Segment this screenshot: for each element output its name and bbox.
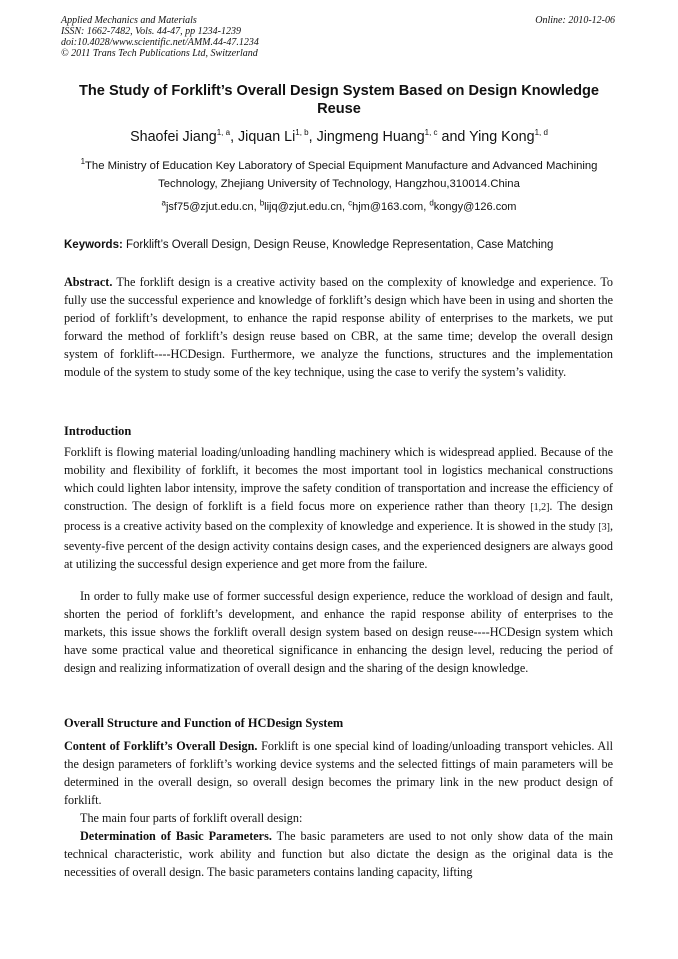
author-conjunction: and <box>437 129 470 145</box>
content-text: Forklift is one special kind of loading/unloading transport vehicles. All the design parameters of forklift’s working device systems and the selected fittings of main parameters will be determined in the overall design, so overall design becomes the primary link in the new product design of forklift. <box>64 739 614 807</box>
author-list <box>62 128 616 146</box>
copyright-line: © 2011 Trans Tech Publications Ltd, Switzerland <box>61 48 258 59</box>
abstract <box>64 273 613 381</box>
author-name: Jiquan Li <box>238 129 296 145</box>
content-label: Content of Forklift’s Overall Design. <box>64 739 258 753</box>
author-name: Ying Kong <box>469 129 535 145</box>
email-list <box>62 200 616 214</box>
journal-header <box>61 15 615 59</box>
email-address: lijq@zjut.edu.cn <box>264 201 342 213</box>
email-separator: , <box>341 201 349 213</box>
author-separator: , <box>230 129 239 145</box>
doi-line: doi:10.4028/www.scientific.net/AMM.44-47.1234 <box>61 37 259 48</box>
email-mark: b <box>259 198 265 208</box>
author-name: Jingmeng Huang <box>316 129 425 145</box>
email-address: hjm@163.com <box>352 201 424 213</box>
keywords-text: Forklift’s Overall Design, Design Reuse, Knowledge Representation, Case Matching <box>126 239 554 251</box>
email-address: jsf75@zjut.edu.cn <box>165 201 254 213</box>
citation: [1,2] <box>530 502 550 513</box>
abstract-label: Abstract. <box>64 275 113 289</box>
abstract-text: The forklift design is a creative activity based on the complexity of knowledge and experience. To fully use the successful experience and knowledge of forklift’s design which have been in using and shorten the period of forklift’s development, to enhance the rapid response ability of enterprises to the markets, we put forward the method of forklift’s design reuse based on CBR, at the same time; develop the overall design system of forklift----HCDesign. Furthermore, we analyze the functions, structures and the implementation module of the system to study some of the key technique, using the case to verify the system’s validity. <box>64 275 614 379</box>
main-parts-line: The main four parts of forklift overall design: <box>80 811 303 825</box>
introduction-paragraph <box>64 443 613 573</box>
introduction-heading: Introduction <box>64 424 132 438</box>
content-paragraph <box>64 737 613 809</box>
paper-title: The Study of Forklift’s Overall Design System Based on Design Knowledge Reuse <box>78 83 600 117</box>
introduction-paragraph-2: In order to fully make use of former successful design experience, reduce the workload of design and fault, shorten the period of forklift’s development, and enhance the rapid response ability of enterprises to the markets, this issue shows the forklift overall design system based on design reuse----HCDesign system which have some practical value and theoretical significance in enhancing the design level, reducing the period of design and realizing informatization of overall design and the sharing of the design knowledge. <box>64 589 613 675</box>
email-separator: , <box>253 201 260 213</box>
author-affil-mark: 1, a <box>216 128 231 138</box>
email-separator: , <box>423 201 430 213</box>
basic-parameters-paragraph <box>64 827 613 881</box>
email-mark: c <box>348 198 353 208</box>
journal-name: Applied Mechanics and Materials <box>61 15 197 26</box>
keywords-label: Keywords: <box>64 239 123 251</box>
email-address: kongy@126.com <box>433 201 517 213</box>
basic-label: Determination of Basic Parameters. <box>80 829 272 843</box>
issn-line: ISSN: 1662-7482, Vols. 44-47, pp 1234-1239 <box>61 26 241 37</box>
keywords <box>64 237 616 253</box>
basic-text: The basic parameters are used to not only show data of the main technical characteristic, work ability and function but also dictate the design as the original data is the necessities of overall design. The basic parameters contains landing capacity, lifting <box>64 829 614 879</box>
affiliation-text: The Ministry of Education Key Laboratory of Special Equipment Manufacture and Advanced Machining Technology, Zhejiang University of Technology, Hangzhou,310014.China <box>85 160 598 190</box>
author-separator: , <box>308 129 317 145</box>
intro-text: Forklift is flowing material loading/unloading handling machinery which is widespread applied. Because of the mobility and flexibility of forklift, it becomes the most important tool in logistics mechanical constructions which could lighten labor intensity, improve the safety condition of transportation and increase the efficiency of construction. The design of forklift is a field focus more on experience rather than theory <box>64 445 613 513</box>
intro-text: . The design process is a creative activity based on the complexity of knowledge and experience. It is showed in the study <box>64 499 613 533</box>
citation: [3] <box>598 522 610 533</box>
author-affil-mark: 1, d <box>534 128 548 138</box>
affiliation-mark: 1 <box>80 157 86 167</box>
email-mark: d <box>429 198 434 208</box>
intro-text: , seventy-five percent of the design activity contains design cases, and the experienced designers are always good at utilizing the successful design experience and get more from the failure. <box>64 519 613 571</box>
affiliation <box>62 157 616 193</box>
author-affil-mark: 1, b <box>295 128 309 138</box>
section-heading: Overall Structure and Function of HCDesign System <box>64 716 344 730</box>
author-affil-mark: 1, c <box>424 128 438 138</box>
author-name: Shaofei Jiang <box>130 129 217 145</box>
online-date: Online: 2010-12-06 <box>535 15 615 26</box>
email-mark: a <box>161 198 166 208</box>
